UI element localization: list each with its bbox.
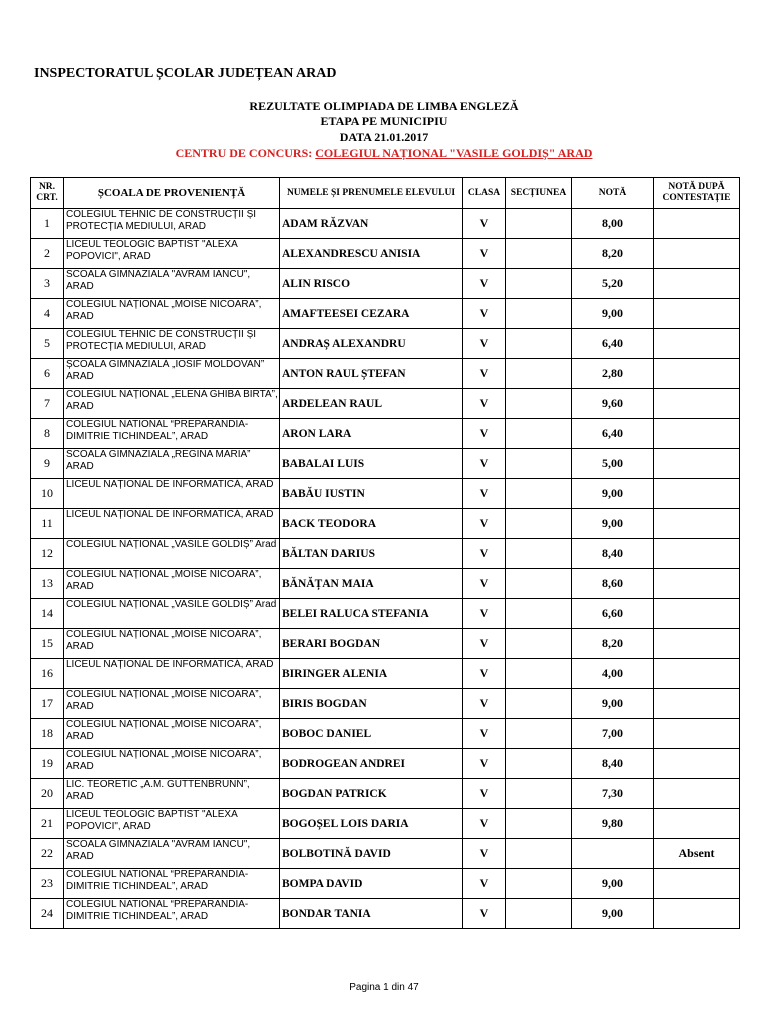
table-row	[31, 899, 740, 929]
student-name: BOLBOTINĂ DAVID	[280, 839, 463, 869]
row-number: 20	[31, 779, 64, 809]
class-cell: V	[463, 899, 506, 929]
page-number: Pagina 1 din 47	[349, 982, 419, 993]
row-number: 24	[31, 899, 64, 929]
header-sectiunea: SECȚIUNEA	[506, 178, 572, 209]
class-cell: V	[463, 449, 506, 479]
school-cell: COLEGIUL NAȚIONAL „ELENA GHIBA BIRTA”, ARAD	[64, 389, 280, 419]
appeal-grade-cell	[654, 269, 740, 299]
section-cell	[506, 239, 572, 269]
student-name: AMAFTEESEI CEZARA	[280, 299, 463, 329]
class-cell: V	[463, 629, 506, 659]
row-number: 11	[31, 509, 64, 539]
school-cell: COLEGIUL NAȚIONAL „MOISE NICOARA”, ARAD	[64, 629, 280, 659]
grade-cell: 5,20	[572, 269, 654, 299]
appeal-grade-cell	[654, 749, 740, 779]
class-cell: V	[463, 689, 506, 719]
appeal-grade-cell: Absent	[654, 839, 740, 869]
row-number: 9	[31, 449, 64, 479]
appeal-grade-cell	[654, 209, 740, 239]
table-row	[31, 449, 740, 479]
grade-cell: 8,60	[572, 569, 654, 599]
section-cell	[506, 479, 572, 509]
school-cell: LICEUL TEOLOGIC BAPTIST "ALEXA POPOVICI", ARAD	[64, 809, 280, 839]
row-number: 21	[31, 809, 64, 839]
class-cell: V	[463, 479, 506, 509]
table-row	[31, 779, 740, 809]
grade-cell: 2,80	[572, 359, 654, 389]
table-row	[31, 659, 740, 689]
school-cell: COLEGIUL NAȚIONAL „MOISE NICOARA”, ARAD	[64, 299, 280, 329]
class-cell: V	[463, 269, 506, 299]
student-name: BACK TEODORA	[280, 509, 463, 539]
row-number: 13	[31, 569, 64, 599]
class-cell: V	[463, 509, 506, 539]
appeal-grade-cell	[654, 299, 740, 329]
table-row	[31, 599, 740, 629]
grade-cell: 9,00	[572, 299, 654, 329]
grade-cell: 8,20	[572, 239, 654, 269]
class-cell: V	[463, 809, 506, 839]
section-cell	[506, 659, 572, 689]
appeal-grade-cell	[654, 239, 740, 269]
section-cell	[506, 449, 572, 479]
appeal-grade-cell	[654, 569, 740, 599]
section-cell	[506, 539, 572, 569]
section-cell	[506, 689, 572, 719]
school-cell: COLEGIUL NAȚIONAL „MOISE NICOARA”, ARAD	[64, 719, 280, 749]
appeal-grade-cell	[654, 539, 740, 569]
appeal-grade-cell	[654, 359, 740, 389]
section-cell	[506, 599, 572, 629]
appeal-grade-cell	[654, 629, 740, 659]
document-title: REZULTATE OLIMPIADA DE LIMBA ENGLEZĂ	[249, 99, 519, 113]
student-name: BERARI BOGDAN	[280, 629, 463, 659]
table-row	[31, 329, 740, 359]
student-name: BOGDAN PATRICK	[280, 779, 463, 809]
table-row	[31, 809, 740, 839]
table-row	[31, 689, 740, 719]
table-row	[31, 389, 740, 419]
appeal-grade-cell	[654, 509, 740, 539]
table-row	[31, 239, 740, 269]
section-cell	[506, 269, 572, 299]
school-cell: COLEGIUL NAȚIONAL „MOISE NICOARA”, ARAD	[64, 689, 280, 719]
row-number: 10	[31, 479, 64, 509]
table-row	[31, 719, 740, 749]
contest-center-name: COLEGIUL NAȚIONAL "VASILE GOLDIȘ" ARAD	[315, 146, 593, 160]
appeal-grade-cell	[654, 329, 740, 359]
section-cell	[506, 899, 572, 929]
student-name: ANTON RAUL ȘTEFAN	[280, 359, 463, 389]
school-cell: COLEGIUL NATIONAL “PREPARANDIA-DIMITRIE TICHINDEAL”, ARAD	[64, 869, 280, 899]
class-cell: V	[463, 869, 506, 899]
table-row	[31, 479, 740, 509]
school-cell: COLEGIUL NAȚIONAL „VASILE GOLDIȘ” Arad	[64, 539, 280, 569]
school-cell: LICEUL NAȚIONAL DE INFORMATICĂ, ARAD	[64, 659, 280, 689]
row-number: 17	[31, 689, 64, 719]
school-cell: SCOALA GIMNAZIALA „REGINA MARIA” ARAD	[64, 449, 280, 479]
grade-cell: 9,00	[572, 689, 654, 719]
grade-cell: 6,40	[572, 419, 654, 449]
table-row	[31, 269, 740, 299]
table-row	[31, 629, 740, 659]
school-cell: ȘCOALA GIMNAZIALĂ „IOSIF MOLDOVAN” ARAD	[64, 359, 280, 389]
student-name: ANDRAȘ ALEXANDRU	[280, 329, 463, 359]
appeal-grade-cell	[654, 419, 740, 449]
class-cell: V	[463, 659, 506, 689]
school-cell: LICEUL NAȚIONAL DE INFORMATICĂ, ARAD	[64, 509, 280, 539]
section-cell	[506, 869, 572, 899]
header-school: ȘCOALA DE PROVENIENȚĂ	[64, 178, 280, 209]
grade-cell: 8,40	[572, 539, 654, 569]
header-nota: NOTĂ	[572, 178, 654, 209]
school-cell: COLEGIUL NAȚIONAL „MOISE NICOARA”, ARAD	[64, 569, 280, 599]
appeal-grade-cell	[654, 389, 740, 419]
table-row	[31, 209, 740, 239]
grade-cell: 6,60	[572, 599, 654, 629]
appeal-grade-cell	[654, 689, 740, 719]
document-date: DATA 21.01.2017	[339, 130, 429, 144]
grade-cell: 7,00	[572, 719, 654, 749]
row-number: 5	[31, 329, 64, 359]
school-cell: COLEGIUL NATIONAL “PREPARANDIA-DIMITRIE TICHINDEAL”, ARAD	[64, 419, 280, 449]
row-number: 8	[31, 419, 64, 449]
row-number: 3	[31, 269, 64, 299]
student-name: ADAM RĂZVAN	[280, 209, 463, 239]
organization-title: INSPECTORATUL ȘCOLAR JUDEȚEAN ARAD	[34, 66, 337, 81]
grade-cell: 9,00	[572, 869, 654, 899]
appeal-grade-cell	[654, 599, 740, 629]
school-cell: COLEGIUL NATIONAL “PREPARANDIA-DIMITRIE TICHINDEAL”, ARAD	[64, 899, 280, 929]
grade-cell: 7,30	[572, 779, 654, 809]
student-name: BĂLTAN DARIUS	[280, 539, 463, 569]
section-cell	[506, 749, 572, 779]
school-cell: SCOALA GIMNAZIALA "AVRAM IANCU", ARAD	[64, 269, 280, 299]
school-cell: COLEGIUL NAȚIONAL „MOISE NICOARA”, ARAD	[64, 749, 280, 779]
grade-cell	[572, 839, 654, 869]
table-row	[31, 569, 740, 599]
row-number: 23	[31, 869, 64, 899]
student-name: BIRIS BOGDAN	[280, 689, 463, 719]
class-cell: V	[463, 329, 506, 359]
row-number: 19	[31, 749, 64, 779]
table-row	[31, 359, 740, 389]
contest-center	[0, 146, 768, 161]
row-number: 6	[31, 359, 64, 389]
table-row	[31, 299, 740, 329]
header-clasa: CLASA	[463, 178, 506, 209]
section-cell	[506, 329, 572, 359]
table-row	[31, 419, 740, 449]
appeal-grade-cell	[654, 659, 740, 689]
appeal-grade-cell	[654, 479, 740, 509]
student-name: BOBOC DANIEL	[280, 719, 463, 749]
student-name: BIRINGER ALENIA	[280, 659, 463, 689]
row-number: 2	[31, 239, 64, 269]
header-contestatie: NOTĂ DUPĂ CONTESTAȚIE	[654, 178, 740, 209]
row-number: 14	[31, 599, 64, 629]
appeal-grade-cell	[654, 869, 740, 899]
grade-cell: 8,20	[572, 629, 654, 659]
section-cell	[506, 419, 572, 449]
document-stage: ETAPA PE MUNICIPIU	[320, 114, 448, 128]
class-cell: V	[463, 359, 506, 389]
grade-cell: 8,40	[572, 749, 654, 779]
school-cell: LICEUL TEOLOGIC BAPTIST "ALEXA POPOVICI", ARAD	[64, 239, 280, 269]
header-nr: NR. CRT.	[31, 178, 64, 209]
grade-cell: 9,00	[572, 899, 654, 929]
student-name: ARDELEAN RAUL	[280, 389, 463, 419]
table-row	[31, 539, 740, 569]
grade-cell: 8,00	[572, 209, 654, 239]
class-cell: V	[463, 239, 506, 269]
section-cell	[506, 509, 572, 539]
student-name: BABALAI LUIS	[280, 449, 463, 479]
results-table	[30, 177, 740, 929]
table-row	[31, 749, 740, 779]
grade-cell: 6,40	[572, 329, 654, 359]
class-cell: V	[463, 389, 506, 419]
section-cell	[506, 779, 572, 809]
table-header-row	[31, 178, 740, 209]
class-cell: V	[463, 779, 506, 809]
contest-center-label: CENTRU DE CONCURS:	[175, 146, 316, 160]
school-cell: COLEGIUL TEHNIC DE CONSTRUCȚII ȘI PROTECȚIA MEDIULUI, ARAD	[64, 329, 280, 359]
school-cell: LIC. TEORETIC „A.M. GUTTENBRUNN”, ARAD	[64, 779, 280, 809]
school-cell: COLEGIUL NAȚIONAL „VASILE GOLDIȘ” Arad	[64, 599, 280, 629]
student-name: ALIN RISCO	[280, 269, 463, 299]
student-name: BĂNĂȚAN MAIA	[280, 569, 463, 599]
student-name: BOMPA DAVID	[280, 869, 463, 899]
section-cell	[506, 359, 572, 389]
student-name: ARON LARA	[280, 419, 463, 449]
class-cell: V	[463, 749, 506, 779]
school-cell: COLEGIUL TEHNIC DE CONSTRUCȚII ȘI PROTECȚIA MEDIULUI, ARAD	[64, 209, 280, 239]
grade-cell: 4,00	[572, 659, 654, 689]
class-cell: V	[463, 839, 506, 869]
appeal-grade-cell	[654, 449, 740, 479]
row-number: 18	[31, 719, 64, 749]
student-name: BELEI RALUCA STEFANIA	[280, 599, 463, 629]
grade-cell: 9,60	[572, 389, 654, 419]
section-cell	[506, 719, 572, 749]
appeal-grade-cell	[654, 779, 740, 809]
row-number: 16	[31, 659, 64, 689]
class-cell: V	[463, 569, 506, 599]
class-cell: V	[463, 599, 506, 629]
row-number: 7	[31, 389, 64, 419]
school-cell: LICEUL NAȚIONAL DE INFORMATICĂ, ARAD	[64, 479, 280, 509]
section-cell	[506, 209, 572, 239]
grade-cell: 9,00	[572, 509, 654, 539]
grade-cell: 9,80	[572, 809, 654, 839]
student-name: BONDAR TANIA	[280, 899, 463, 929]
table-row	[31, 839, 740, 869]
appeal-grade-cell	[654, 899, 740, 929]
student-name: BOGOȘEL LOIS DARIA	[280, 809, 463, 839]
student-name: BODROGEAN ANDREI	[280, 749, 463, 779]
class-cell: V	[463, 209, 506, 239]
appeal-grade-cell	[654, 809, 740, 839]
row-number: 4	[31, 299, 64, 329]
row-number: 1	[31, 209, 64, 239]
section-cell	[506, 809, 572, 839]
section-cell	[506, 569, 572, 599]
class-cell: V	[463, 539, 506, 569]
row-number: 15	[31, 629, 64, 659]
header-name: NUMELE ȘI PRENUMELE ELEVULUI	[280, 178, 463, 209]
section-cell	[506, 629, 572, 659]
appeal-grade-cell	[654, 719, 740, 749]
school-cell: SCOALA GIMNAZIALA "AVRAM IANCU", ARAD	[64, 839, 280, 869]
grade-cell: 9,00	[572, 479, 654, 509]
class-cell: V	[463, 419, 506, 449]
table-row	[31, 869, 740, 899]
class-cell: V	[463, 719, 506, 749]
section-cell	[506, 299, 572, 329]
section-cell	[506, 389, 572, 419]
row-number: 22	[31, 839, 64, 869]
table-row	[31, 509, 740, 539]
grade-cell: 5,00	[572, 449, 654, 479]
student-name: BABĂU IUSTIN	[280, 479, 463, 509]
student-name: ALEXANDRESCU ANISIA	[280, 239, 463, 269]
row-number: 12	[31, 539, 64, 569]
section-cell	[506, 839, 572, 869]
class-cell: V	[463, 299, 506, 329]
